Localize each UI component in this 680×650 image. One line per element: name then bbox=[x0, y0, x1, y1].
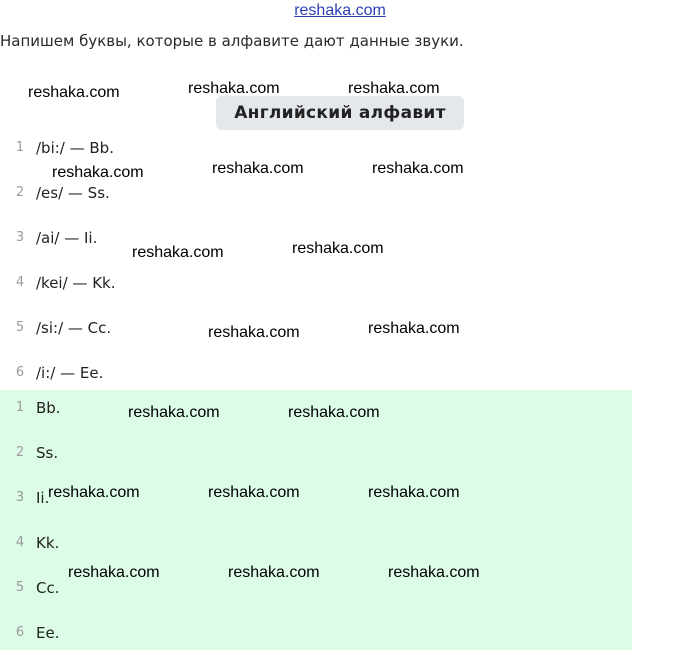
row-text: /bi:/ — Bb. bbox=[36, 139, 114, 157]
row-number: 4 bbox=[15, 535, 25, 550]
row-number: 5 bbox=[15, 320, 25, 335]
row-number: 6 bbox=[15, 365, 25, 380]
row-number: 5 bbox=[15, 580, 25, 595]
watermark: reshaka.com bbox=[348, 80, 440, 97]
watermark: reshaka.com bbox=[28, 84, 120, 101]
watermark: reshaka.com bbox=[388, 564, 480, 581]
watermark: reshaka.com bbox=[48, 484, 140, 501]
alphabet-badge: Английский алфавит bbox=[216, 96, 464, 130]
row-number: 2 bbox=[15, 445, 25, 460]
watermark: reshaka.com bbox=[288, 404, 380, 421]
row-text: Kk. bbox=[36, 534, 60, 552]
row-text: /si:/ — Cc. bbox=[36, 319, 112, 337]
row-text: /es/ — Ss. bbox=[36, 184, 110, 202]
row-number: 1 bbox=[15, 400, 25, 415]
row-text: Bb. bbox=[36, 399, 61, 417]
row-number: 6 bbox=[15, 625, 25, 640]
row-text: Ee. bbox=[36, 624, 60, 642]
row-text: /kei/ — Kk. bbox=[36, 274, 116, 292]
watermark: reshaka.com bbox=[368, 484, 460, 501]
row-number: 3 bbox=[15, 230, 25, 245]
watermark: reshaka.com bbox=[68, 564, 160, 581]
watermark: reshaka.com bbox=[52, 164, 144, 181]
watermark: reshaka.com bbox=[132, 244, 224, 261]
watermark: reshaka.com bbox=[292, 240, 384, 257]
row-number: 4 bbox=[15, 275, 25, 290]
watermark: reshaka.com bbox=[188, 80, 280, 97]
watermark: reshaka.com bbox=[208, 484, 300, 501]
row-text: Cc. bbox=[36, 579, 60, 597]
watermark: reshaka.com bbox=[208, 324, 300, 341]
watermark: reshaka.com bbox=[368, 320, 460, 337]
row-number: 1 bbox=[15, 140, 25, 155]
watermark: reshaka.com bbox=[372, 160, 464, 177]
row-number: 2 bbox=[15, 185, 25, 200]
answer-panel bbox=[0, 390, 632, 650]
row-text: /i:/ — Ee. bbox=[36, 364, 104, 382]
row-number: 3 bbox=[15, 490, 25, 505]
row-text: /ai/ — Ii. bbox=[36, 229, 98, 247]
row-text: Ss. bbox=[36, 444, 59, 462]
watermark: reshaka.com bbox=[128, 404, 220, 421]
watermark: reshaka.com bbox=[228, 564, 320, 581]
watermark: reshaka.com bbox=[212, 160, 304, 177]
site-header-link[interactable]: reshaka.com bbox=[294, 2, 386, 19]
intro-text: Напишем буквы, которые в алфавите дают данные звуки. bbox=[0, 32, 464, 50]
row-text: Ii. bbox=[36, 489, 50, 507]
